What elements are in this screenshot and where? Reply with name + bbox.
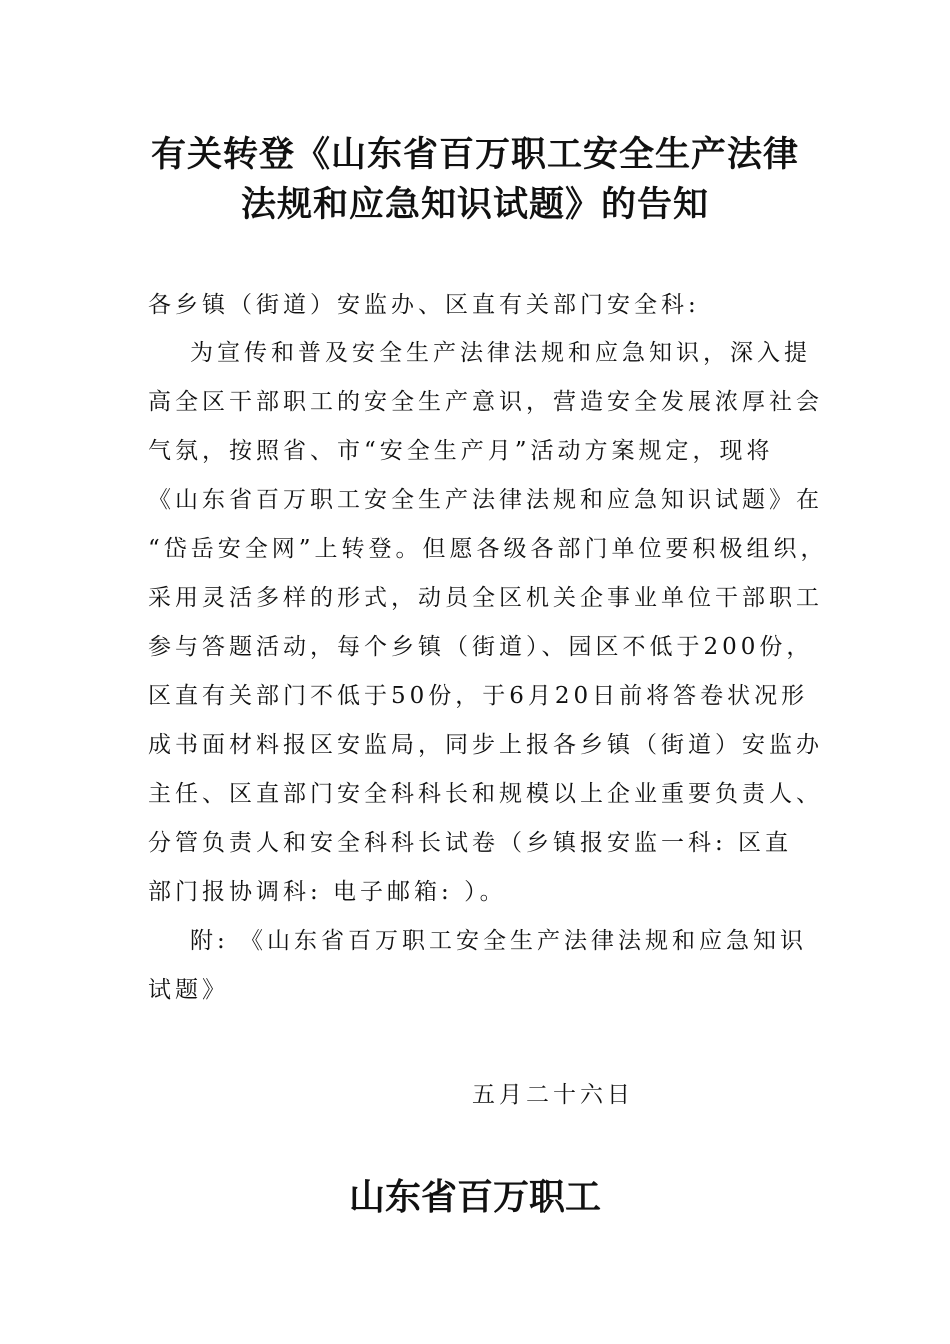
body-line-12: 部门报协调科: 电子邮箱: ）。	[148, 879, 507, 905]
body-line-1: 为宣传和普及安全生产法律法规和应急知识，深入提	[190, 340, 811, 366]
document-title-line-1: 有关转登《山东省百万职工安全生产法律	[150, 134, 799, 175]
attachment-line-2: 试题》	[148, 977, 229, 1003]
document-title-line-2: 法规和应急知识试题》的告知	[240, 184, 709, 225]
body-line-8: 区直有关部门不低于50份，于6月20日前将答卷状况形	[148, 683, 809, 709]
next-section-heading: 山东省百万职工	[348, 1176, 601, 1218]
salutation: 各乡镇（街道）安监办、区直有关部门安全科:	[148, 292, 700, 318]
body-line-9: 成书面材料报区安监局，同步上报各乡镇（街道）安监办	[148, 732, 823, 758]
body-line-11: 分管负责人和安全科科长试卷（乡镇报安监一科: 区直	[148, 830, 793, 856]
body-line-7: 参与答题活动，每个乡镇（街道）、园区不低于200份，	[148, 634, 814, 660]
body-line-2: 高全区干部职工的安全生产意识，营造安全发展浓厚社会	[148, 389, 823, 415]
document-date: 五月二十六日	[472, 1082, 634, 1108]
body-line-3: 气氛，按照省、市“安全生产月”活动方案规定，现将	[148, 438, 774, 464]
body-line-4: 《山东省百万职工安全生产法律法规和应急知识试题》在	[148, 487, 823, 513]
body-line-10: 主任、区直部门安全科科长和规模以上企业重要负责人、	[148, 781, 823, 807]
body-line-5: “岱岳安全网”上转登。但愿各级各部门单位要积极组织，	[148, 536, 828, 562]
body-line-6: 采用灵活多样的形式，动员全区机关企事业单位干部职工	[148, 585, 823, 611]
attachment-line-1: 附: 《山东省百万职工安全生产法律法规和应急知识	[190, 928, 808, 954]
